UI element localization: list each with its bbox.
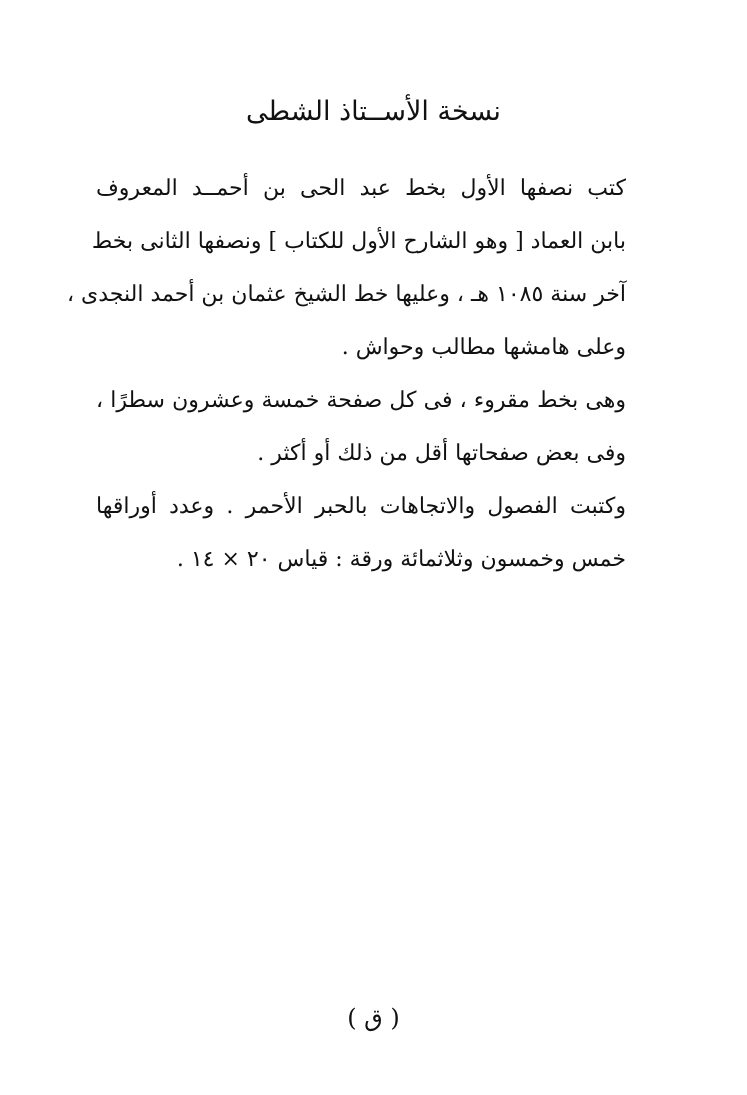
paragraph-1 [66,162,626,374]
paragraph-2 [96,374,626,480]
paragraph-3-line-1: وكتبت الفصول والاتجاهات بالحبر الأحمر . وعدد أوراقها [96,494,626,519]
paragraph-1-line-4: وعلى هامشها مطالب وحواش . [341,335,626,360]
paragraph-3-line-2: خمس وخمسون وثلاثمائة ورقة : قياس ٢٠ × ١٤ . [176,547,626,572]
paragraph-1-line-2: بابن العماد [ وهو الشارح الأول للكتاب ] ونصفها الثانى بخط [91,229,626,254]
paragraph-1-line-3: آخر سنة ١٠٨٥ هـ ، وعليها خط الشيخ عثمان بن أحمد النجدى ، [66,282,626,307]
paragraph-2-line-1: وهى بخط مقروء ، فى كل صفحة خمسة وعشرون سطرًا ، [96,388,626,413]
section-title: نسخة الأســتاذ الشطى [246,96,501,127]
paragraph-2-line-2: وفى بعض صفحاتها أقل من ذلك أو أكثر . [257,441,626,466]
page-number: ( ق ) [347,1004,400,1032]
paragraph-1-line-1: كتب نصفها الأول بخط عبد الحى بن أحمــد المعروف [96,176,626,201]
paragraph-3 [96,480,626,586]
